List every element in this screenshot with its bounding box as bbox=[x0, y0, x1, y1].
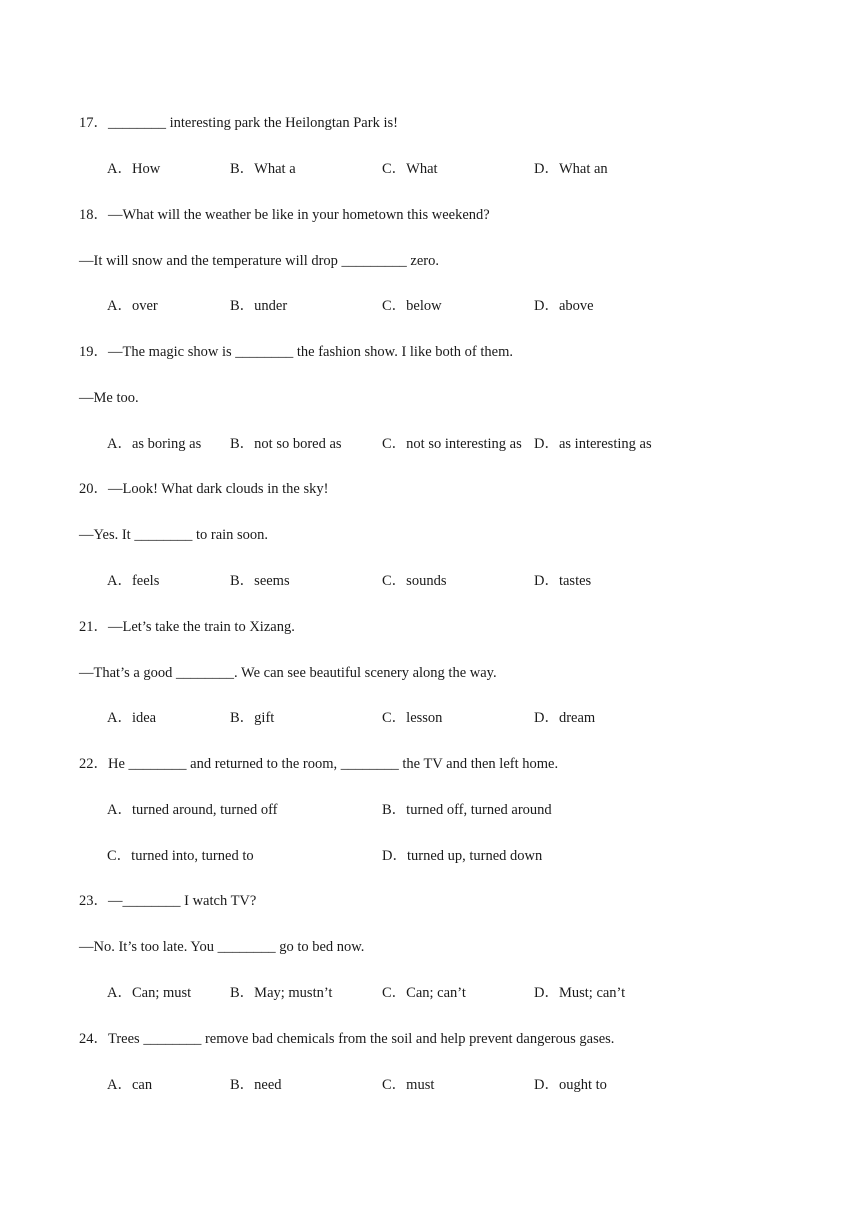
option-c[interactable]: C．below bbox=[382, 298, 442, 314]
option-d[interactable]: D．above bbox=[534, 298, 594, 314]
option-a[interactable]: A．Can; must bbox=[107, 985, 192, 1001]
question-stem: 23．—________ I watch TV? bbox=[79, 893, 257, 909]
dialog-line: —No. It’s too late. You ________ go to bed now. bbox=[79, 939, 365, 955]
option-a[interactable]: A．idea bbox=[107, 710, 157, 726]
question-stem: 20．—Look! What dark clouds in the sky! bbox=[79, 481, 329, 497]
option-b[interactable]: B．gift bbox=[230, 710, 275, 726]
option-d[interactable]: D．dream bbox=[534, 710, 596, 726]
option-a[interactable]: A．How bbox=[107, 161, 161, 177]
option-a[interactable]: A．turned around, turned off bbox=[107, 802, 278, 818]
question-stem: 21．—Let’s take the train to Xizang. bbox=[79, 619, 295, 635]
question-stem: 18．—What will the weather be like in your hometown this weekend? bbox=[79, 207, 490, 223]
option-c[interactable]: C．lesson bbox=[382, 710, 443, 726]
option-b[interactable]: B．What a bbox=[230, 161, 296, 177]
option-c[interactable]: C．must bbox=[382, 1077, 435, 1093]
option-b[interactable]: B．under bbox=[230, 298, 288, 314]
option-c[interactable]: C．Can; can’t bbox=[382, 985, 466, 1001]
option-d[interactable]: D．tastes bbox=[534, 573, 592, 589]
option-a[interactable]: A．over bbox=[107, 298, 158, 314]
option-c[interactable]: C．sounds bbox=[382, 573, 447, 589]
option-b[interactable]: B．not so bored as bbox=[230, 436, 342, 452]
option-c[interactable]: C．not so interesting as bbox=[382, 436, 522, 452]
option-b[interactable]: B．May; mustn’t bbox=[230, 985, 333, 1001]
option-c[interactable]: C．What bbox=[382, 161, 438, 177]
option-b[interactable]: B．need bbox=[230, 1077, 282, 1093]
option-c[interactable]: C．turned into, turned to bbox=[107, 848, 254, 864]
option-d[interactable]: D．ought to bbox=[534, 1077, 607, 1093]
option-d[interactable]: D．turned up, turned down bbox=[382, 848, 543, 864]
option-a[interactable]: A．can bbox=[107, 1077, 153, 1093]
option-d[interactable]: D．Must; can’t bbox=[534, 985, 626, 1001]
option-b[interactable]: B．seems bbox=[230, 573, 290, 589]
dialog-line: —It will snow and the temperature will drop _________ zero. bbox=[79, 253, 440, 269]
option-b[interactable]: B．turned off, turned around bbox=[382, 802, 552, 818]
question-stem: 24．Trees ________ remove bad chemicals from the soil and help prevent dangerous gases. bbox=[79, 1031, 615, 1047]
option-a[interactable]: A．feels bbox=[107, 573, 160, 589]
dialog-line: —That’s a good ________. We can see beautiful scenery along the way. bbox=[79, 665, 497, 681]
option-d[interactable]: D．as interesting as bbox=[534, 436, 652, 452]
option-d[interactable]: D．What an bbox=[534, 161, 608, 177]
dialog-line: —Yes. It ________ to rain soon. bbox=[79, 527, 269, 543]
question-stem: 22．He ________ and returned to the room, ________ the TV and then left home. bbox=[79, 756, 559, 772]
question-stem: 19．—The magic show is ________ the fashion show. I like both of them. bbox=[79, 344, 514, 360]
dialog-line: —Me too. bbox=[79, 390, 139, 406]
question-stem: 17．________ interesting park the Heilongtan Park is! bbox=[79, 115, 398, 131]
option-a[interactable]: A．as boring as bbox=[107, 436, 202, 452]
